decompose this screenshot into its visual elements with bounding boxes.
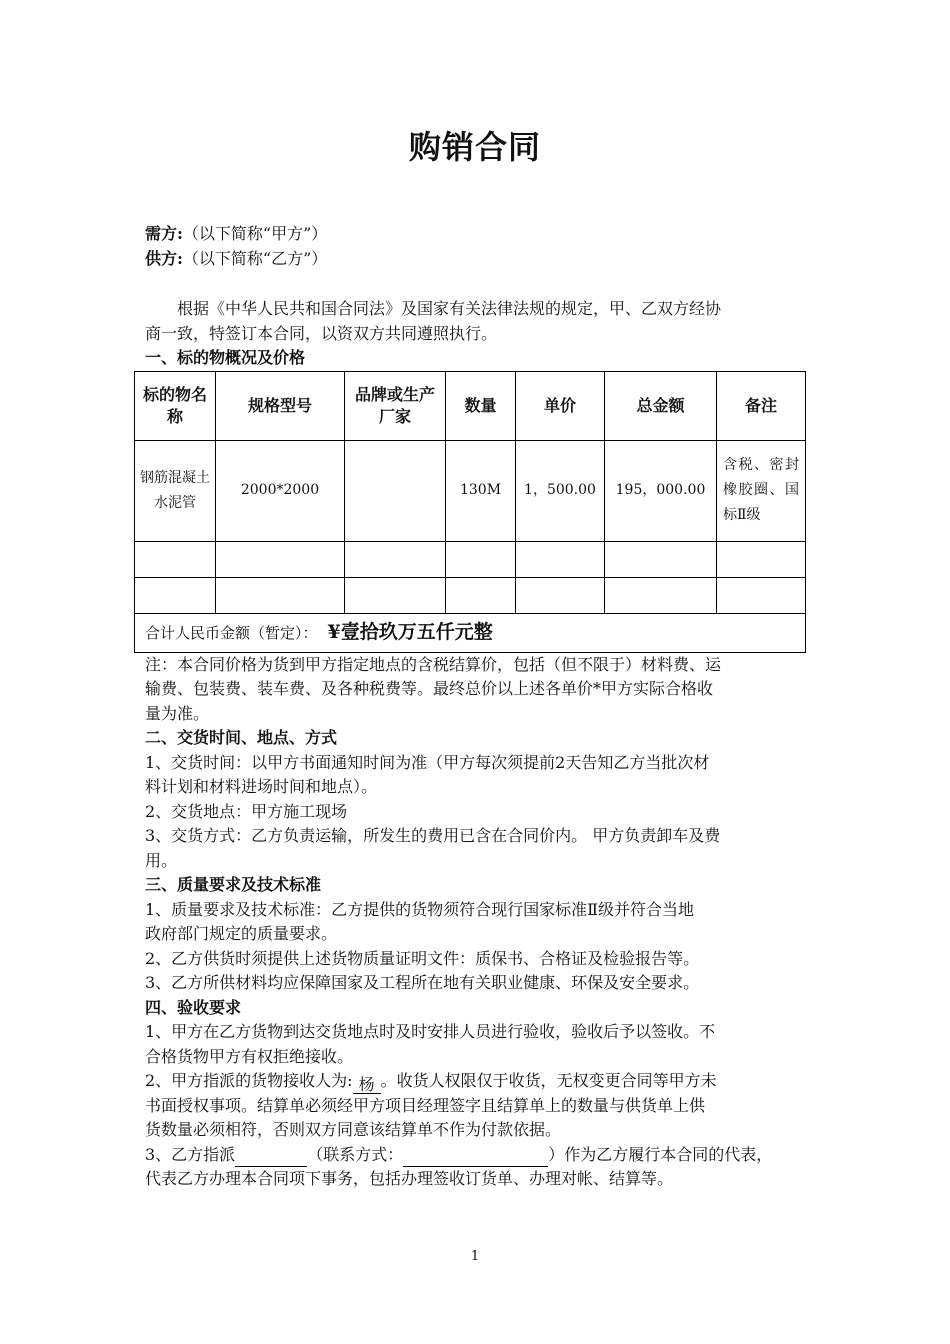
section-2-line: 料计划和材料进场时间和地点）。 bbox=[145, 777, 378, 796]
cell-unit-price: 1，500.00 bbox=[516, 440, 605, 541]
total-label: 合计人民币金额（暂定）： bbox=[145, 623, 318, 642]
section-4-last-line: 代表乙方办理本合同项下事务，包括办理签收订货单、办理对帐、结算等。 bbox=[145, 1169, 674, 1188]
note-line: 量为准。 bbox=[145, 703, 210, 723]
header-unit-price: 单价 bbox=[516, 371, 605, 440]
empty-cell bbox=[605, 577, 717, 613]
rep-contact-blank bbox=[403, 1146, 548, 1167]
table-total-row bbox=[135, 613, 806, 652]
empty-cell bbox=[446, 541, 516, 577]
header-spec: 规格型号 bbox=[216, 371, 345, 440]
section-2-line: 3、交货方式：乙方负责运输，所发生的费用已含在合同价内。 甲方负责卸车及费 bbox=[145, 826, 721, 845]
rep-mid: （联系方式： bbox=[307, 1144, 404, 1164]
section-2-line: 1、交货时间：以甲方书面通知时间为准（甲方每次须提前2天告知乙方当批次材 bbox=[145, 752, 710, 772]
empty-cell bbox=[516, 577, 605, 613]
section-4-line: 1、甲方在乙方货物到达交货地点时及时安排人员进行验收，验收后予以签收。不 bbox=[145, 1022, 716, 1041]
section-3-line: 政府部门规定的质量要求。 bbox=[145, 924, 338, 943]
section-3-line: 2、乙方供货时须提供上述货物质量证明文件：质保书、合格证及检验报告等。 bbox=[145, 948, 700, 968]
rep-name-blank bbox=[235, 1146, 307, 1167]
buyer-line bbox=[145, 222, 810, 247]
contract-title: 购销合同 bbox=[408, 128, 541, 166]
table-header-row bbox=[135, 371, 806, 440]
table-row-empty bbox=[135, 541, 806, 577]
header-total: 总金额 bbox=[605, 371, 717, 440]
total-cell bbox=[135, 613, 806, 652]
note-line: 注：本合同价格为货到甲方指定地点的含税结算价，包括（但不限于）材料费、运 bbox=[145, 654, 722, 674]
header-qty: 数量 bbox=[446, 371, 516, 440]
header-remark: 备注 bbox=[717, 371, 806, 440]
cell-brand bbox=[345, 440, 446, 541]
seller-note: （以下简称“乙方”） bbox=[182, 248, 328, 268]
rep-suffix: ）作为乙方履行本合同的代表， bbox=[548, 1144, 773, 1164]
empty-cell bbox=[717, 577, 806, 613]
section-4-line: 书面授权事项。结算单必须经甲方项目经理签字且结算单上的数量与供货单上供 bbox=[145, 1095, 706, 1115]
goods-table bbox=[134, 371, 806, 653]
empty-cell bbox=[216, 541, 345, 577]
page-number: 1 bbox=[470, 1249, 480, 1264]
cell-name: 钢筋混凝土水泥管 bbox=[135, 440, 216, 541]
empty-cell bbox=[216, 577, 345, 613]
seller-label: 供方: bbox=[145, 248, 183, 268]
contract-body bbox=[140, 222, 810, 1192]
section-2-line: 用。 bbox=[145, 850, 178, 870]
section-4-heading: 四、验收要求 bbox=[145, 997, 242, 1017]
section-1-heading: 一、标的物概况及价格 bbox=[145, 348, 306, 367]
cell-remark: 含税、密封橡胶圈、国标Ⅱ级 bbox=[717, 440, 806, 541]
intro-line-2: 商一致，特签订本合同，以资双方共同遵照执行。 bbox=[145, 323, 498, 343]
header-name: 标的物名称 bbox=[135, 371, 216, 440]
empty-cell bbox=[516, 541, 605, 577]
representative-line bbox=[145, 1143, 810, 1168]
receiver-line bbox=[145, 1069, 810, 1094]
table-row-empty bbox=[135, 577, 806, 613]
empty-cell bbox=[135, 541, 216, 577]
buyer-label: 需方: bbox=[145, 224, 183, 243]
empty-cell bbox=[717, 541, 806, 577]
section-4-line: 货数量必须相符，否则双方同意该结算单不作为付款依据。 bbox=[145, 1120, 562, 1139]
header-brand: 品牌或生产厂家 bbox=[345, 371, 446, 440]
note-line: 输费、包装费、装车费、及各种税费等。最终总价以上述各单价*甲方实际合格收 bbox=[145, 679, 714, 698]
section-3-heading: 三、质量要求及技术标准 bbox=[145, 875, 322, 894]
table-row bbox=[135, 440, 806, 541]
empty-cell bbox=[605, 541, 717, 577]
section-3-line: 3、乙方所供材料均应保障国家及工程所在地有关职业健康、环保及安全要求。 bbox=[145, 973, 700, 992]
total-amount: ¥壹拾玖万五仟元整 bbox=[327, 620, 493, 643]
intro-line-1: 根据《中华人民共和国合同法》及国家有关法律法规的规定，甲、乙双方经协 bbox=[177, 299, 722, 318]
section-2-heading: 二、交货时间、地点、方式 bbox=[145, 728, 338, 747]
cell-total: 195，000.00 bbox=[605, 440, 717, 541]
spacer bbox=[145, 271, 810, 297]
receiver-name-field: 杨 bbox=[353, 1073, 381, 1094]
empty-cell bbox=[345, 541, 446, 577]
empty-cell bbox=[345, 577, 446, 613]
rep-prefix: 3、乙方指派 bbox=[145, 1144, 236, 1164]
section-2-line: 2、交货地点：甲方施工现场 bbox=[145, 801, 348, 821]
empty-cell bbox=[446, 577, 516, 613]
section-3-line: 1、质量要求及技术标准：乙方提供的货物须符合现行国家标准Ⅱ级并符合当地 bbox=[145, 899, 695, 919]
section-4-line: 合格货物甲方有权拒绝接收。 bbox=[145, 1046, 354, 1066]
receiver-suffix: 。收货人权限仅于收货，无权变更合同等甲方未 bbox=[380, 1071, 717, 1090]
cell-qty: 130M bbox=[446, 440, 516, 541]
empty-cell bbox=[135, 577, 216, 613]
seller-line bbox=[145, 247, 810, 272]
buyer-note: （以下简称“甲方”） bbox=[182, 224, 328, 243]
cell-spec: 2000*2000 bbox=[216, 440, 345, 541]
receiver-prefix: 2、甲方指派的货物接收人为: bbox=[145, 1071, 353, 1090]
